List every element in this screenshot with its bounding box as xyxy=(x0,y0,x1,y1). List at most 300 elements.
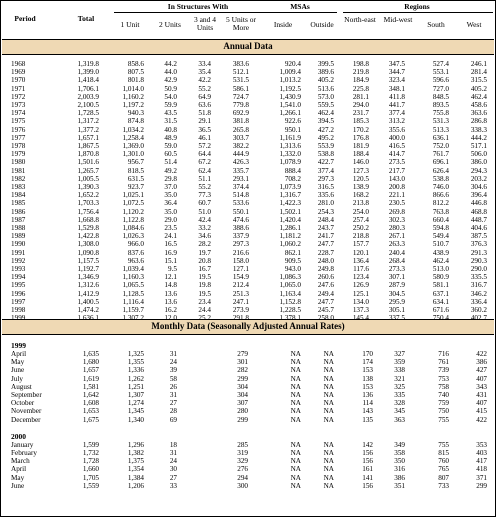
cell-one-unit: 818.5 xyxy=(127,166,144,175)
cell-five-or-more: 307 xyxy=(237,399,248,408)
cell-three-four-units: 63.6 xyxy=(198,101,211,109)
cell-midwest: 269.8 xyxy=(388,207,405,216)
cell-northeast: 123.4 xyxy=(352,273,369,282)
cell-midwest: 263.3 xyxy=(388,240,405,249)
cell-west: 316.7 xyxy=(470,281,487,290)
cell-two-to-four-units: 26 xyxy=(169,382,177,391)
cell-west: 422 xyxy=(476,415,487,424)
cell-period: 1969 xyxy=(11,68,26,77)
cell-inside: 1,313.6 xyxy=(279,142,301,150)
cell-total: 1,599 xyxy=(82,440,99,449)
cell-total: 1,317.2 xyxy=(77,117,99,126)
cell-outside: NA xyxy=(323,366,334,375)
cell-northeast: 142 xyxy=(362,440,373,449)
cell-total: 1,660 xyxy=(82,465,99,474)
annual-row xyxy=(1,257,495,265)
cell-west: 415 xyxy=(476,407,487,416)
cell-five-or-more: 154.9 xyxy=(232,273,249,282)
cell-five-or-more: 382.2 xyxy=(232,142,249,150)
cell-outside: 254.3 xyxy=(317,207,334,216)
header-regions: Regions xyxy=(404,2,430,11)
annual-row xyxy=(1,158,495,166)
cell-inside: 1,430.9 xyxy=(279,92,301,101)
cell-west: 335.5 xyxy=(470,273,487,282)
annual-row xyxy=(1,265,495,273)
cell-northeast: 161 xyxy=(362,465,373,474)
cell-inside: NA xyxy=(290,407,301,416)
cell-total: 1,501.6 xyxy=(77,158,99,167)
cell-five-or-more: 335.7 xyxy=(232,166,249,175)
cell-total: 1,675 xyxy=(82,415,99,424)
cell-three-four-units: 28.2 xyxy=(198,240,211,249)
cell-outside: 422.7 xyxy=(317,158,334,167)
cell-three-four-units: 51.0 xyxy=(198,207,211,216)
cell-outside: 335.6 xyxy=(317,191,334,200)
cell-period: 1989 xyxy=(11,232,26,241)
cell-period: 1981 xyxy=(11,166,26,175)
annual-row xyxy=(1,208,495,216)
cell-south: 660.4 xyxy=(432,215,449,224)
cell-inside: NA xyxy=(290,358,301,367)
cell-outside: NA xyxy=(323,399,334,408)
annual-row xyxy=(1,126,495,134)
cell-two-to-four-units: 31 xyxy=(169,391,177,399)
cell-three-four-units: 36.5 xyxy=(198,125,211,134)
cell-one-unit: 1,307 xyxy=(127,391,144,399)
cell-two-units: 40.8 xyxy=(164,125,177,134)
cell-inside: 1,086.3 xyxy=(279,273,301,282)
cell-period: 1990 xyxy=(11,240,26,249)
cell-two-units: 16.5 xyxy=(164,240,177,249)
cell-west: 363.6 xyxy=(470,109,487,118)
cell-west: 346.2 xyxy=(470,289,487,298)
annual-row xyxy=(1,142,495,150)
year-heading: 2000 xyxy=(11,431,26,441)
cell-five-or-more: 779.8 xyxy=(232,101,249,109)
cell-west: 290.3 xyxy=(470,256,487,265)
cell-three-four-units: 19.8 xyxy=(198,281,211,290)
cell-one-unit: 1,336 xyxy=(127,366,144,375)
cell-three-four-units: 24.4 xyxy=(198,306,211,314)
cell-total: 1,732 xyxy=(82,449,99,457)
cell-northeast: 125.1 xyxy=(352,289,369,298)
cell-two-to-four-units: 24 xyxy=(169,358,177,367)
cell-one-unit: 1,120.2 xyxy=(122,207,144,216)
cell-northeast: 146.0 xyxy=(352,158,369,167)
cell-one-unit: 1,116.4 xyxy=(122,297,144,306)
cell-midwest: 273.5 xyxy=(388,158,405,167)
cell-west: 371 xyxy=(476,473,487,482)
cell-west: 431 xyxy=(476,391,487,399)
cell-outside: 260.6 xyxy=(317,273,334,282)
cell-two-units: 54.0 xyxy=(164,92,177,101)
cell-total: 1,412.9 xyxy=(77,289,99,298)
cell-inside: NA xyxy=(290,374,301,383)
cell-five-or-more: 586.1 xyxy=(232,84,249,93)
cell-south: 760 xyxy=(438,457,449,466)
cell-south: 637.1 xyxy=(432,289,449,298)
cell-outside: 389.6 xyxy=(317,68,334,77)
annual-row xyxy=(1,290,495,298)
cell-midwest: 386 xyxy=(394,473,405,482)
cell-one-unit: 1,262 xyxy=(127,374,144,383)
annual-row xyxy=(1,117,495,125)
cell-northeast: 170 xyxy=(362,350,373,358)
cell-one-unit: 1,345 xyxy=(127,407,144,416)
cell-month: October xyxy=(11,399,35,408)
cell-northeast: 153 xyxy=(362,382,373,391)
cell-one-unit: 1,065.5 xyxy=(122,281,144,290)
cell-three-four-units: 51.8 xyxy=(198,109,211,118)
cell-total: 1,608 xyxy=(82,399,99,408)
cell-one-unit: 807.5 xyxy=(127,68,144,77)
cell-south: 716 xyxy=(438,350,449,358)
annual-row xyxy=(1,68,495,76)
cell-inside: NA xyxy=(290,415,301,424)
cell-total: 1,728.5 xyxy=(77,109,99,118)
cell-inside: 1,422.3 xyxy=(279,199,301,208)
cell-total: 1,619 xyxy=(82,374,99,383)
cell-west: 468.8 xyxy=(470,207,487,216)
cell-one-unit: 801.8 xyxy=(127,76,144,85)
cell-two-units: 23.5 xyxy=(164,224,177,232)
cell-northeast: 213.8 xyxy=(352,199,369,208)
cell-inside: 950.1 xyxy=(284,125,301,134)
cell-midwest: 267.1 xyxy=(388,232,405,241)
cell-one-unit: 1,325 xyxy=(127,350,144,358)
cell-outside: NA xyxy=(323,440,334,449)
cell-outside: 245.7 xyxy=(317,306,334,314)
cell-midwest: 325 xyxy=(394,382,405,391)
cell-five-or-more: 212.4 xyxy=(232,281,249,290)
cell-one-unit: 923.7 xyxy=(127,183,144,191)
cell-five-or-more: 514.8 xyxy=(232,191,249,200)
cell-three-four-units: 57.2 xyxy=(198,142,211,150)
cell-two-units: 12.1 xyxy=(164,273,177,282)
cell-five-or-more: 293.1 xyxy=(232,174,249,183)
cell-outside: 248.4 xyxy=(317,215,334,224)
cell-inside: 909.5 xyxy=(284,256,301,265)
cell-total: 1,418.4 xyxy=(77,76,99,85)
cell-northeast: 136 xyxy=(362,391,373,399)
cell-south: 580.9 xyxy=(432,273,449,282)
cell-one-unit: 1,375 xyxy=(127,457,144,466)
cell-one-unit: 1,251 xyxy=(127,382,144,391)
cell-midwest: 355.6 xyxy=(388,125,405,134)
cell-total: 1,756.4 xyxy=(77,207,99,216)
cell-south: 765 xyxy=(438,465,449,474)
cell-two-units: 42.9 xyxy=(164,76,177,85)
cell-total: 1,728 xyxy=(82,457,99,466)
cell-one-unit: 1,025.1 xyxy=(122,191,144,200)
cell-inside: 1,332.0 xyxy=(279,150,301,159)
cell-five-or-more: 299 xyxy=(237,374,248,383)
cell-period: 1984 xyxy=(11,191,26,200)
cell-inside: NA xyxy=(290,350,301,358)
annual-row xyxy=(1,93,495,101)
cell-period: 1988 xyxy=(11,224,26,232)
cell-total: 1,005.5 xyxy=(77,174,99,183)
cell-midwest: 414.7 xyxy=(388,150,405,159)
cell-two-units: 14.8 xyxy=(164,281,177,290)
cell-total: 1,867.5 xyxy=(77,142,99,150)
header-outside: Outside xyxy=(310,20,334,29)
annual-row xyxy=(1,281,495,289)
cell-northeast: 156 xyxy=(362,457,373,466)
cell-inside: 1,192.5 xyxy=(279,84,301,93)
cell-northeast: 134.0 xyxy=(352,297,369,306)
cell-two-units: 29.0 xyxy=(164,215,177,224)
cell-one-unit: 1,355 xyxy=(127,358,144,367)
cell-total: 1,265.7 xyxy=(77,166,99,175)
cell-two-units: 31.5 xyxy=(164,117,177,126)
cell-inside: 1,228.5 xyxy=(279,306,301,314)
cell-two-units: 51.4 xyxy=(164,158,177,167)
cell-west: 299 xyxy=(476,481,487,490)
cell-five-or-more: 276 xyxy=(237,465,248,474)
cell-two-units: 35.0 xyxy=(164,191,177,200)
cell-total: 1,422.8 xyxy=(77,232,99,241)
cell-south: 758 xyxy=(438,382,449,391)
cell-south: 740 xyxy=(438,391,449,399)
cell-outside: 247.7 xyxy=(317,297,334,306)
cell-midwest: 316 xyxy=(394,465,405,474)
cell-total: 1,657.1 xyxy=(77,133,99,142)
cell-midwest: 305.1 xyxy=(388,306,405,314)
cell-five-or-more: 216.6 xyxy=(232,248,249,257)
cell-period: 1976 xyxy=(11,125,26,134)
cell-five-or-more: 692.9 xyxy=(232,109,249,118)
cell-northeast: 185.3 xyxy=(352,117,369,126)
cell-two-units: 59.0 xyxy=(164,142,177,150)
cell-inside: 920.4 xyxy=(284,60,301,68)
cell-five-or-more: 388.6 xyxy=(232,224,249,232)
cell-period: 1995 xyxy=(11,281,26,290)
monthly-row xyxy=(1,383,495,391)
cell-northeast: 135 xyxy=(362,415,373,424)
cell-outside: NA xyxy=(323,407,334,416)
cell-two-units: 36.4 xyxy=(164,199,177,208)
cell-south: 759 xyxy=(438,399,449,408)
cell-west: 462.4 xyxy=(470,92,487,101)
cell-outside: NA xyxy=(323,465,334,474)
cell-inside: 1,420.4 xyxy=(279,215,301,224)
cell-northeast: 156 xyxy=(362,449,373,457)
cell-inside: NA xyxy=(290,465,301,474)
annual-row xyxy=(1,150,495,158)
cell-one-unit: 1,354 xyxy=(127,465,144,474)
cell-south: 636.1 xyxy=(432,133,449,142)
cell-two-units: 29.8 xyxy=(164,174,177,183)
cell-two-to-four-units: 31 xyxy=(169,449,177,457)
cell-south: 733 xyxy=(438,481,449,490)
cell-period: 1986 xyxy=(11,207,26,216)
cell-south: 815 xyxy=(438,449,449,457)
cell-south: 752.0 xyxy=(432,142,449,150)
cell-northeast: 126.9 xyxy=(352,281,369,290)
cell-two-units: 43.5 xyxy=(164,109,177,118)
cell-three-four-units: 42.2 xyxy=(198,76,211,85)
cell-inside: NA xyxy=(290,473,301,482)
cell-midwest: 307.1 xyxy=(388,273,405,282)
cell-period: 1972 xyxy=(11,92,26,101)
cell-one-unit: 1,159.7 xyxy=(122,306,144,314)
cell-midwest: 280.3 xyxy=(388,224,405,232)
cell-midwest: 345 xyxy=(394,407,405,416)
cell-period: 1968 xyxy=(11,60,26,68)
annual-row xyxy=(1,101,495,109)
cell-northeast: 170.2 xyxy=(352,125,369,134)
cell-midwest: 348.1 xyxy=(388,84,405,93)
cell-one-unit: 1,206 xyxy=(127,481,144,490)
cell-month: June xyxy=(11,366,25,375)
monthly-data-band: Monthly Data (Seasonally Adjusted Annual Rates) xyxy=(2,319,494,335)
cell-two-to-four-units: 39 xyxy=(169,366,177,375)
cell-five-or-more: 127.1 xyxy=(232,265,249,273)
cell-northeast: 225.8 xyxy=(352,84,369,93)
cell-inside: 862.1 xyxy=(284,248,301,257)
cell-outside: 243.7 xyxy=(317,224,334,232)
cell-two-to-four-units: 28 xyxy=(169,407,177,416)
cell-south: 755.8 xyxy=(432,109,449,118)
cell-period: 1997 xyxy=(11,297,26,306)
cell-northeast: 137.3 xyxy=(352,306,369,314)
cell-west: 444.2 xyxy=(470,133,487,142)
cell-five-or-more: 474.6 xyxy=(232,215,249,224)
cell-five-or-more: 273.9 xyxy=(232,306,249,314)
cell-outside: NA xyxy=(323,481,334,490)
cell-one-unit: 1,014.0 xyxy=(122,84,144,93)
cell-period: 1985 xyxy=(11,199,26,208)
cell-period: 1998 xyxy=(11,306,26,314)
cell-one-unit: 1,160.3 xyxy=(122,273,144,282)
cell-total: 2,100.5 xyxy=(77,101,99,109)
cell-west: 386.0 xyxy=(470,158,487,167)
cell-five-or-more: 426.3 xyxy=(232,158,249,167)
cell-inside: 1,161.9 xyxy=(279,133,301,142)
cell-south: 807 xyxy=(438,473,449,482)
cell-midwest: 273.3 xyxy=(388,265,405,273)
cell-total: 1,870.8 xyxy=(77,150,99,159)
cell-outside: 553.9 xyxy=(317,142,334,150)
cell-period: 1975 xyxy=(11,117,26,126)
cell-five-or-more: 550.1 xyxy=(232,207,249,216)
cell-northeast: 181.9 xyxy=(352,142,369,150)
cell-west: 403 xyxy=(476,449,487,457)
cell-midwest: 411.8 xyxy=(389,92,405,101)
cell-two-to-four-units: 58 xyxy=(169,374,177,383)
cell-period: 1991 xyxy=(11,248,26,257)
cell-five-or-more: 531.5 xyxy=(232,76,249,85)
cell-outside: 559.5 xyxy=(317,101,334,109)
annual-row xyxy=(1,175,495,183)
cell-midwest: 338 xyxy=(394,366,405,375)
cell-south: 739 xyxy=(438,366,449,375)
cell-south: 848.5 xyxy=(432,92,449,101)
cell-midwest: 344.7 xyxy=(388,68,405,77)
cell-midwest: 200.8 xyxy=(388,183,405,191)
cell-five-or-more: 303.7 xyxy=(232,133,249,142)
monthly-row xyxy=(1,350,495,358)
cell-inside: 1,316.7 xyxy=(279,191,301,200)
cell-three-four-units: 20.8 xyxy=(198,256,211,265)
cell-south: 727.0 xyxy=(432,84,449,93)
cell-two-to-four-units: 30 xyxy=(169,465,177,474)
cell-outside: 241.7 xyxy=(317,232,334,241)
header-south: South xyxy=(427,20,445,29)
cell-outside: 247.7 xyxy=(317,240,334,249)
header-one-unit: 1 Unit xyxy=(120,20,140,29)
cell-total: 1,703.3 xyxy=(77,199,99,208)
cell-west: 448.7 xyxy=(470,215,487,224)
cell-northeast: 114 xyxy=(362,399,373,408)
cell-one-unit: 858.6 xyxy=(127,60,144,68)
cell-midwest: 377.4 xyxy=(388,109,405,118)
cell-outside: 405.2 xyxy=(317,76,334,85)
cell-period: 1979 xyxy=(11,150,26,159)
cell-five-or-more: 337.9 xyxy=(232,232,249,241)
cell-inside: 888.4 xyxy=(284,166,301,175)
header-three-four-units: 3 and 4 Units xyxy=(193,15,217,32)
annual-row xyxy=(1,240,495,248)
cell-inside: 1,286.1 xyxy=(279,224,301,232)
cell-month: September xyxy=(11,391,42,399)
cell-south: 761.7 xyxy=(432,150,449,159)
cell-three-four-units: 64.4 xyxy=(198,150,211,159)
cell-period: 1983 xyxy=(11,183,26,191)
cell-inside: NA xyxy=(290,440,301,449)
cell-west: 405.2 xyxy=(470,84,487,93)
header-two-units: 2 Units xyxy=(159,20,181,29)
cell-total: 1,706.1 xyxy=(77,84,99,93)
cell-total: 1,581 xyxy=(82,382,99,391)
cell-northeast: 157.7 xyxy=(352,240,369,249)
cell-northeast: 174 xyxy=(362,358,373,367)
cell-west: 422 xyxy=(476,350,487,358)
cell-midwest: 400.0 xyxy=(388,133,405,142)
cell-total: 1,192.7 xyxy=(77,265,99,273)
cell-west: 506.0 xyxy=(470,150,487,159)
cell-total: 1,308.0 xyxy=(77,240,99,249)
table-header xyxy=(1,1,495,39)
cell-south: 746.0 xyxy=(432,183,449,191)
cell-outside: NA xyxy=(323,350,334,358)
cell-outside: 247.6 xyxy=(317,281,334,290)
cell-two-to-four-units: 27 xyxy=(169,473,177,482)
cell-two-units: 44.0 xyxy=(164,68,177,77)
cell-northeast: 254.0 xyxy=(352,207,369,216)
cell-northeast: 117.6 xyxy=(353,265,369,273)
cell-south: 753 xyxy=(438,374,449,383)
cell-five-or-more: 265.8 xyxy=(232,125,249,134)
cell-five-or-more: 374.4 xyxy=(232,183,249,191)
cell-period: 1992 xyxy=(11,256,26,265)
cell-two-units: 24.1 xyxy=(164,232,177,241)
cell-midwest: 217.7 xyxy=(388,166,405,175)
cell-inside: 1,073.9 xyxy=(279,183,301,191)
annual-row xyxy=(1,199,495,207)
cell-five-or-more: 285 xyxy=(237,440,248,449)
cell-one-unit: 1,301.0 xyxy=(122,150,144,159)
cell-inside: NA xyxy=(290,481,301,490)
cell-west: 407 xyxy=(476,399,487,408)
cell-west: 246.1 xyxy=(470,60,487,68)
cell-northeast: 198.8 xyxy=(352,60,369,68)
cell-month: July xyxy=(11,374,23,383)
cell-midwest: 268.4 xyxy=(388,256,405,265)
cell-south: 671.6 xyxy=(432,306,449,314)
cell-five-or-more: 533.6 xyxy=(232,199,249,208)
